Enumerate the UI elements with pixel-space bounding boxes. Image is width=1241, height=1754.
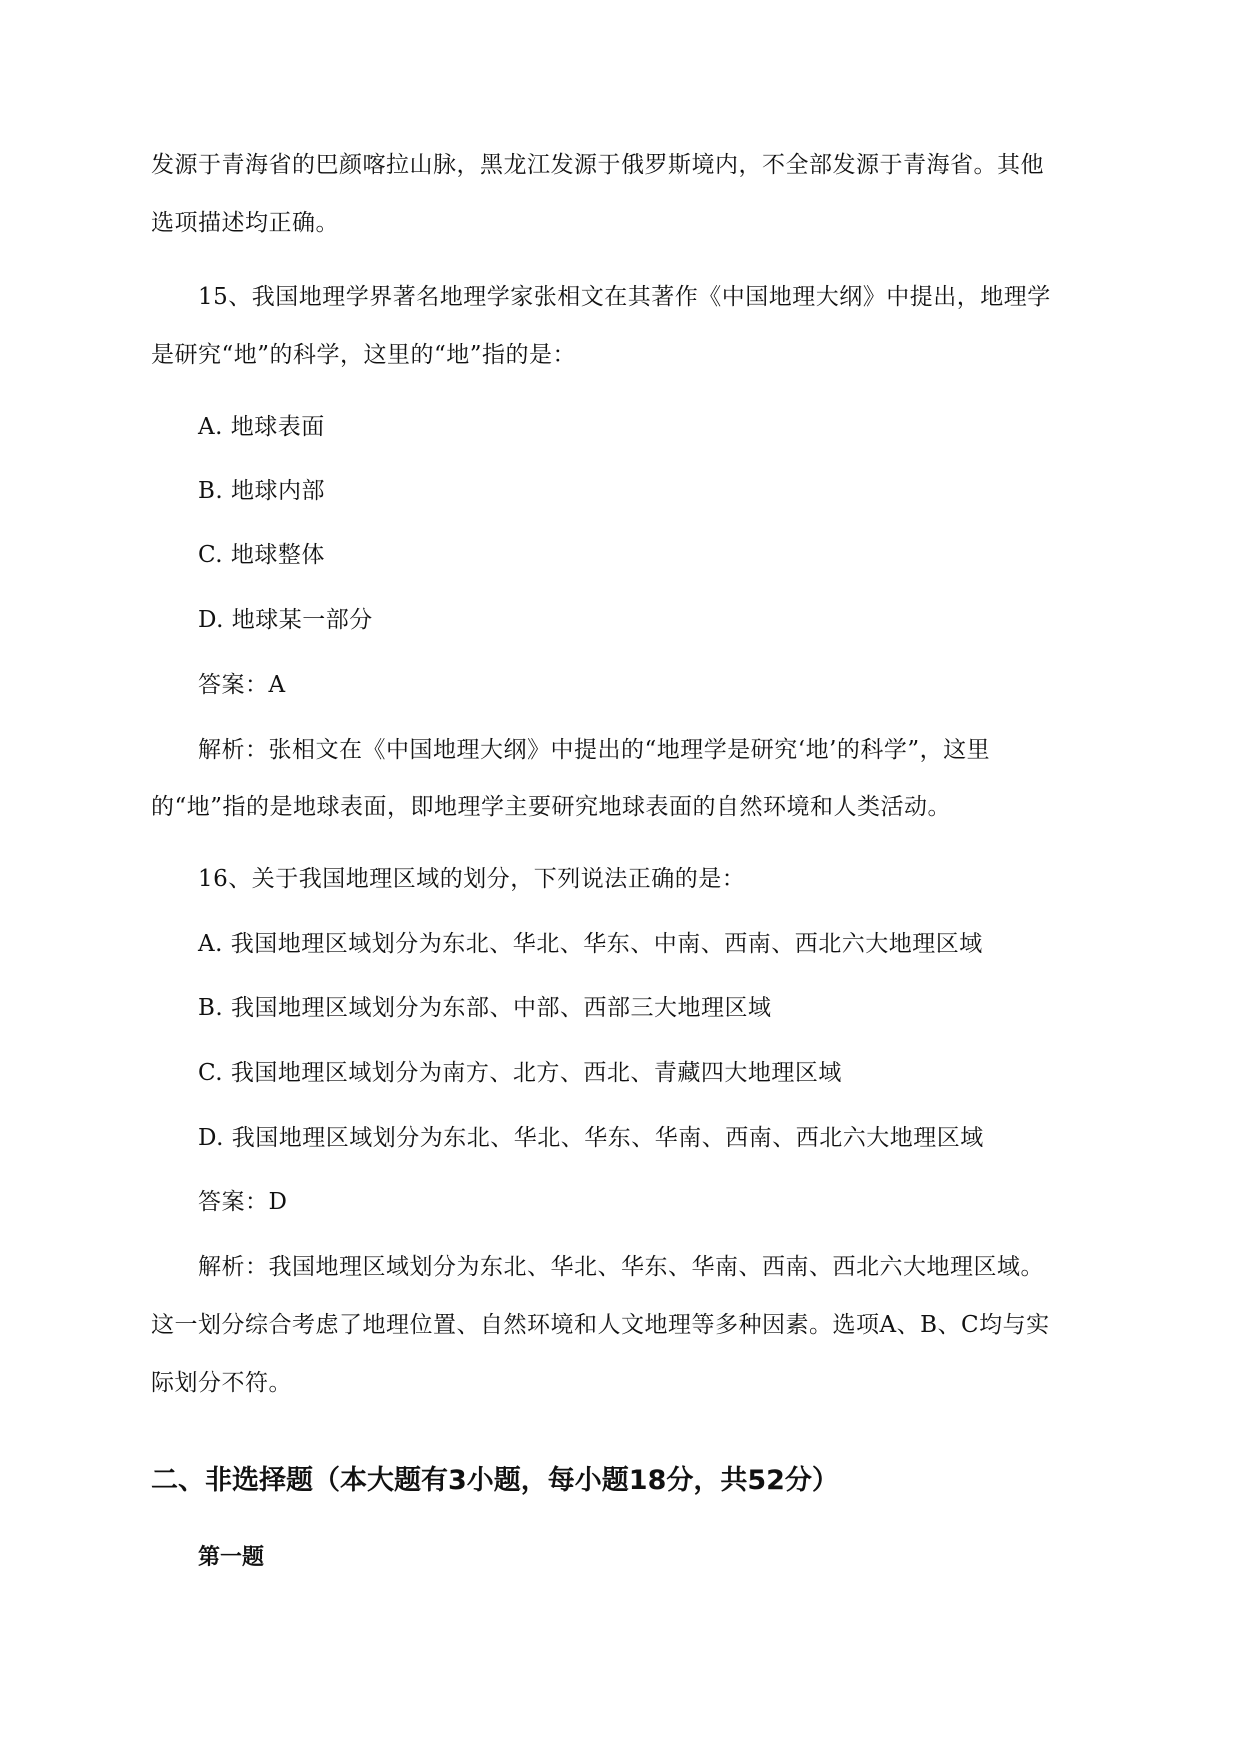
first-question-heading: 第一题 (198, 1545, 265, 1570)
q16-option-d: D. 我国地理区域划分为东北、华北、华东、华南、西南、西北六大地理区域 (198, 1125, 984, 1151)
q15-answer: 答案：A (198, 672, 286, 698)
q16-option-a: A. 我国地理区域划分为东北、华北、华东、中南、西南、西北六大地理区域 (198, 931, 983, 957)
q16-explanation-line-2: 这一划分综合考虑了地理位置、自然环境和人文地理等多种因素。选项A、B、C均与实 (151, 1312, 1050, 1338)
q14-explanation-line-1: 发源于青海省的巴颜喀拉山脉，黑龙江发源于俄罗斯境内，不全部发源于青海省。其他 (151, 152, 1044, 178)
q15-stem-line-1: 15、我国地理学界著名地理学家张相文在其著作《中国地理大纲》中提出，地理学 (198, 284, 1051, 310)
q15-stem-line-2: 是研究“地”的科学，这里的“地”指的是： (151, 342, 577, 368)
q14-explanation-line-2: 选项描述均正确。 (151, 210, 339, 236)
q16-stem: 16、关于我国地理区域的划分，下列说法正确的是： (198, 866, 746, 892)
q15-explanation-line-1: 解析：张相文在《中国地理大纲》中提出的“地理学是研究‘地’的科学”，这里 (198, 737, 991, 763)
q15-option-d: D. 地球某一部分 (198, 607, 373, 633)
q15-option-c: C. 地球整体 (198, 542, 325, 568)
section-2-heading: 二、非选择题（本大题有3小题，每小题18分，共52分） (151, 1465, 839, 1496)
q16-option-b: B. 我国地理区域划分为东部、中部、西部三大地理区域 (198, 995, 772, 1021)
q15-explanation-line-2: 的“地”指的是地球表面，即地理学主要研究地球表面的自然环境和人类活动。 (151, 794, 952, 820)
q15-option-a: A. 地球表面 (198, 414, 325, 440)
q16-explanation-line-3: 际划分不符。 (151, 1370, 292, 1396)
q16-answer: 答案：D (198, 1189, 288, 1215)
q15-option-b: B. 地球内部 (198, 478, 326, 504)
q16-explanation-line-1: 解析：我国地理区域划分为东北、华北、华东、华南、西南、西北六大地理区域。 (198, 1254, 1044, 1280)
q16-option-c: C. 我国地理区域划分为南方、北方、西北、青藏四大地理区域 (198, 1060, 842, 1086)
